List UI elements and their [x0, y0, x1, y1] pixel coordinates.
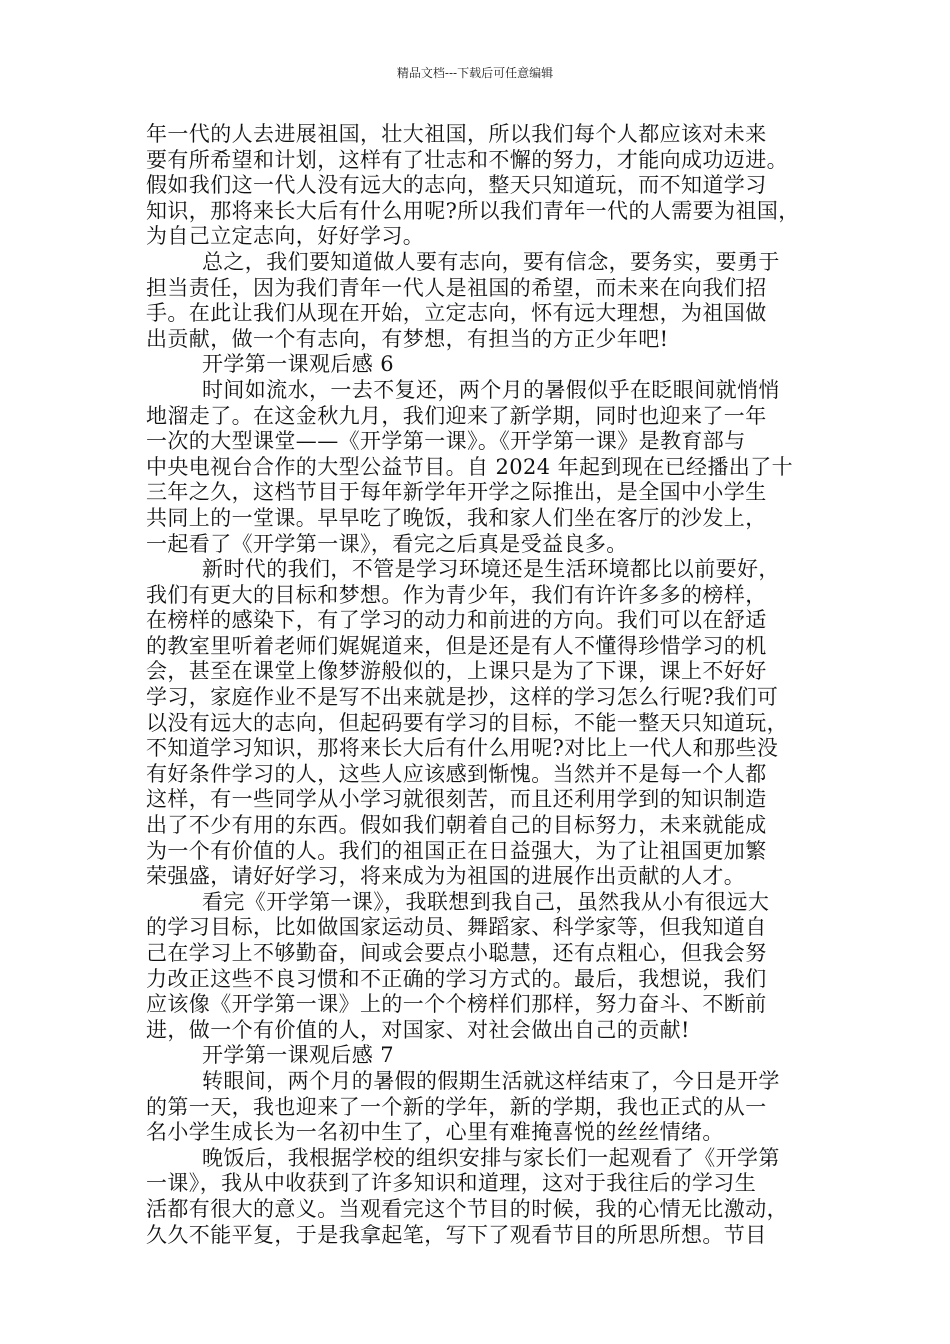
text-line: 假如我们这一代人没有远大的志向，整天只知道玩，而不知道学习 — [146, 173, 767, 198]
text-line: 应该像《开学第一课》上的一个个榜样们那样，努力奋斗、不断前 — [146, 992, 767, 1017]
text-line: 知识，那将来长大后有什么用呢?所以我们青年一代的人需要为祖国， — [146, 198, 800, 223]
text-line: 名小学生成长为一名初中生了，心里有难掩喜悦的丝丝情绪。 — [146, 1120, 724, 1145]
section-heading: 开学第一课观后感 7 — [202, 1043, 395, 1068]
text-line: 为自己立定志向，好好学习。 — [146, 224, 425, 249]
text-line: 一起看了《开学第一课》，看完之后真是受益良多。 — [146, 531, 628, 556]
text-line: 共同上的一堂课。早早吃了晚饭，我和家人们坐在客厅的沙发上， — [146, 505, 767, 530]
paragraph-first-line: 总之，我们要知道做人要有志向，要有信念，要务实，要勇于 — [202, 249, 780, 274]
text-line: 久久不能平复，于是我拿起笔，写下了观看节目的所思所想。节目 — [146, 1222, 767, 1247]
text-line: 不知道学习知识，那将来长大后有什么用呢?对比上一代人和那些没 — [146, 736, 779, 761]
text-line: 中央电视台合作的大型公益节目。自 2024 年起到现在已经播出了十 — [146, 454, 793, 479]
text-line: 学习，家庭作业不是写不出来就是抄，这样的学习怎么行呢?我们可 — [146, 685, 779, 710]
text-line: 活都有很大的意义。当观看完这个节目的时候，我的心情无比激动， — [146, 1196, 788, 1221]
text-line: 的教室里听着老师们娓娓道来，但是还是有人不懂得珍惜学习的机 — [146, 633, 767, 658]
text-line: 进，做一个有价值的人，对国家、对社会做出自己的贡献! — [146, 1017, 690, 1042]
text-line: 以没有远大的志向，但起码要有学习的目标，不能一整天只知道玩， — [146, 710, 788, 735]
paragraph-first-line: 看完《开学第一课》，我联想到我自己，虽然我从小有很远大 — [202, 889, 770, 914]
text-line: 出贡献，做一个有志向，有梦想，有担当的方正少年吧! — [146, 326, 669, 351]
page-header: 精品文档---下载后可任意编辑 — [396, 66, 554, 80]
paragraph-first-line: 新时代的我们，不管是学习环境还是生活环境都比以前要好， — [202, 557, 780, 582]
text-line: 手。在此让我们从现在开始，立定志向，怀有远大理想，为祖国做 — [146, 301, 767, 326]
text-line: 的学习目标，比如做国家运动员、舞蹈家、科学家等，但我知道自 — [146, 915, 767, 940]
text-line: 会，甚至在课堂上像梦游般似的，上课只是为了下课，课上不好好 — [146, 659, 767, 684]
text-line: 地溜走了。在这金秋九月，我们迎来了新学期，同时也迎来了一年 — [146, 403, 767, 428]
text-line: 力改正这些不良习惯和不正确的学习方式的。最后，我想说，我们 — [146, 966, 767, 991]
text-line: 我们有更大的目标和梦想。作为青少年，我们有许许多多的榜样， — [146, 582, 767, 607]
text-line: 这样，有一些同学从小学习就很刻苦，而且还利用学到的知识制造 — [146, 787, 767, 812]
text-line: 荣强盛，请好好学习，将来成为为祖国的进展作出贡献的人才。 — [146, 864, 746, 889]
text-line: 有好条件学习的人，这些人应该感到惭愧。当然并不是每一个人都 — [146, 761, 767, 786]
text-line: 三年之久，这档节目于每年新学年开学之际推出，是全国中小学生 — [146, 480, 767, 505]
text-line: 年一代的人去进展祖国，壮大祖国，所以我们每个人都应该对未来 — [146, 122, 767, 146]
text-line: 为一个有价值的人。我们的祖国正在日益强大，为了让祖国更加繁 — [146, 838, 767, 863]
text-line: 一次的大型课堂——《开学第一课》。《开学第一课》是教育部与 — [146, 429, 746, 454]
text-line: 一课》，我从中收获到了许多知识和道理，这对于我往后的学习生 — [146, 1171, 757, 1196]
text-line: 己在学习上不够勤奋，间或会要点小聪慧，还有点粗心，但我会努 — [146, 941, 767, 965]
text-line: 的第一天，我也迎来了一个新的学年，新的学期，我也正式的从一 — [146, 1094, 767, 1119]
section-heading: 开学第一课观后感 6 — [202, 352, 395, 377]
text-line: 担当责任，因为我们青年一代人是祖国的希望，而未来在向我们招 — [146, 275, 767, 300]
paragraph-first-line: 时间如流水，一去不复还，两个月的暑假似乎在眨眼间就悄悄 — [202, 377, 780, 402]
document-body — [146, 122, 811, 1248]
text-line: 出了不少有用的东西。假如我们朝着自己的目标努力，未来就能成 — [146, 813, 767, 838]
paragraph-first-line: 转眼间，两个月的暑假的假期生活就这样结束了，今日是开学 — [202, 1068, 780, 1093]
text-line: 在榜样的感染下，有了学习的动力和前进的方向。我们可以在舒适 — [146, 608, 767, 633]
text-line: 要有所希望和计划，这样有了壮志和不懈的努力，才能向成功迈进。 — [146, 147, 788, 172]
paragraph-first-line: 晚饭后，我根据学校的组织安排与家长们一起观看了《开学第 — [202, 1145, 780, 1170]
